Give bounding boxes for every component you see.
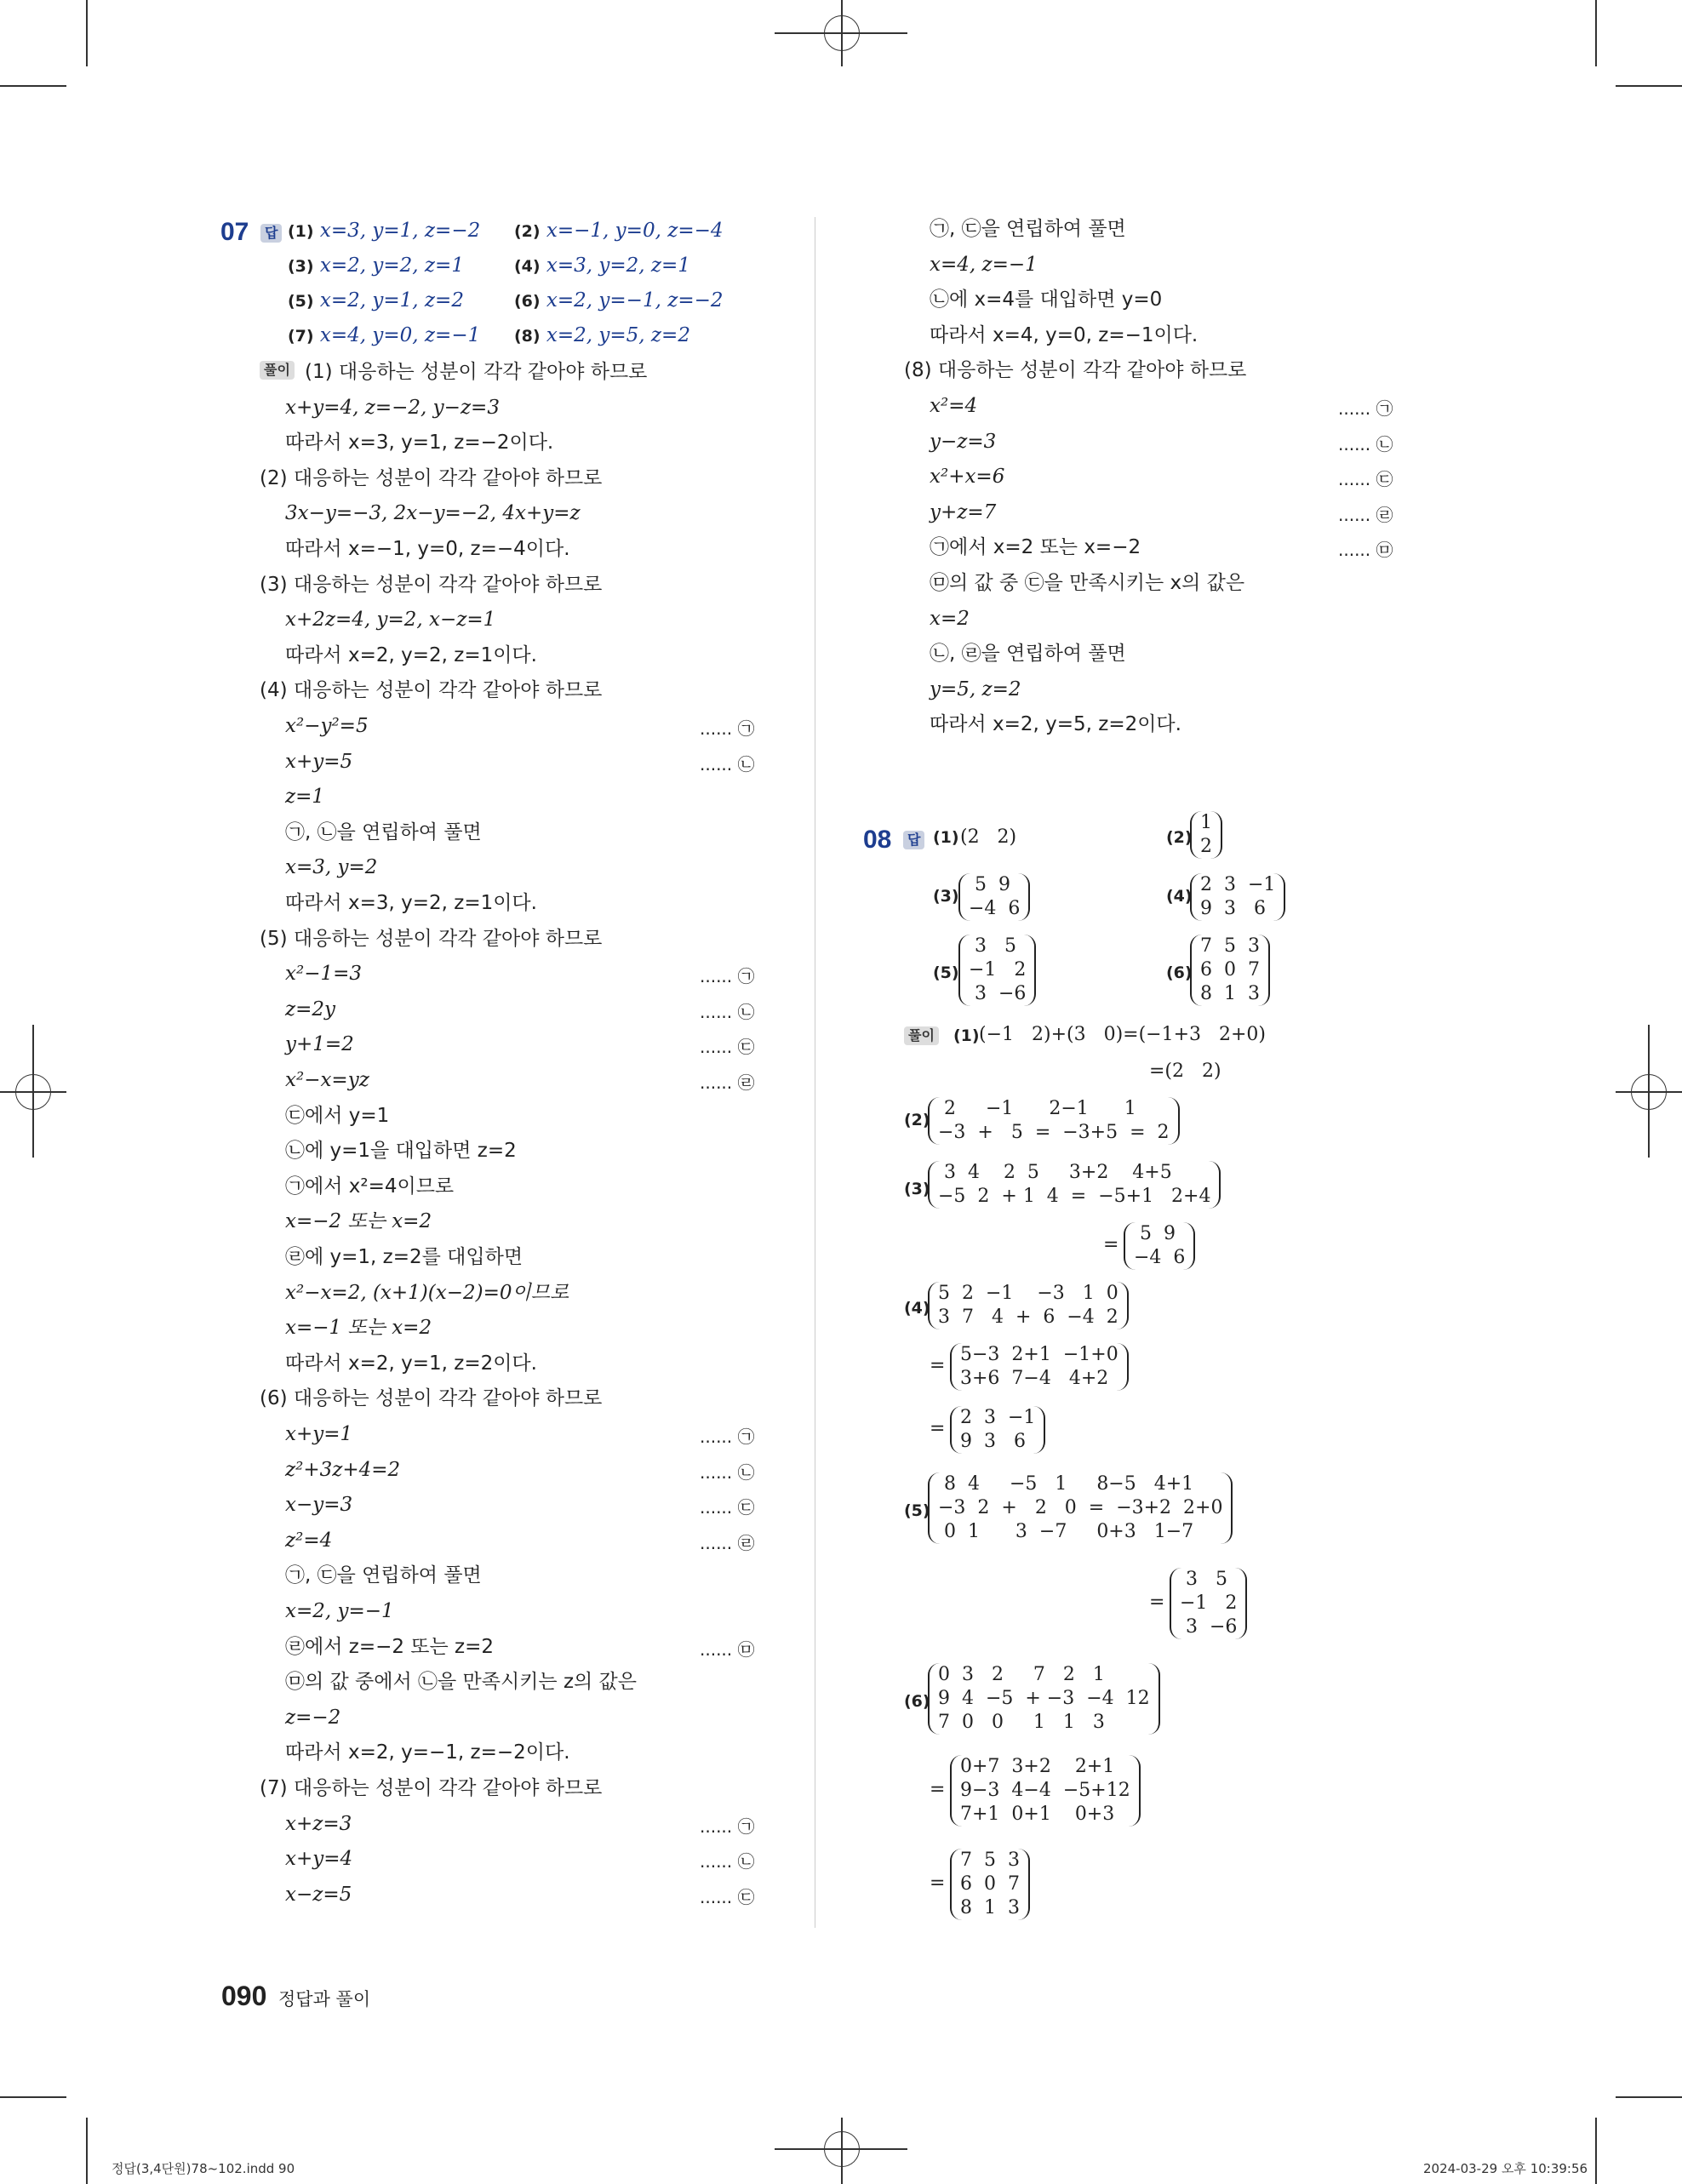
matrix-row: 3 −6 [1180,1616,1238,1638]
matrix [928,1472,1233,1544]
equation-marker: ...... ㉢ [700,1886,755,1907]
matrix [928,1161,1221,1209]
solution-line: z²=4 [285,1529,333,1552]
solution-line: x+y=4, z=−2, y−z=3 [285,396,500,419]
answer-badge: 답 [260,224,282,243]
solution-line: 따라서 x=3, y=1, z=−2이다. [285,432,554,455]
matrix [1190,935,1270,1006]
equation-marker: ...... ㉠ [700,718,755,739]
equals-sign: = [1103,1234,1119,1255]
matrix-equation: (2 2) [960,826,1017,848]
matrix [958,935,1036,1006]
answer-label: (6) [514,292,541,311]
answer-item [514,324,690,346]
equation-marker: ...... ㉣ [700,1072,755,1093]
matrix [950,1849,1030,1920]
solution-line: ㉠에서 x=2 또는 x=−2 [930,536,1141,559]
answer-label: (1) [288,222,314,241]
page-label: 정답과 풀이 [278,1989,371,2010]
matrix-row: 5 9 [1134,1223,1176,1244]
solution-line: x=3, y=2 [285,856,378,879]
solution-line: x+y=4 [285,1848,353,1871]
matrix-row: 2 [1200,836,1212,857]
answer-text: x=4, y=0, z=−1 [319,324,481,346]
solution-line: ㉠에서 x²=4이므로 [285,1175,455,1198]
solution-line: 따라서 x=3, y=2, z=1이다. [285,892,537,914]
solution-line: ㉤의 값 중에서 ㉡을 만족시키는 z의 값은 [285,1671,637,1694]
crop-mark [86,2118,88,2184]
solution-line: x+y=5 [285,750,353,773]
matrix [1190,873,1285,921]
equation-marker: ...... ㉤ [1338,540,1393,561]
solution-line: x+z=3 [285,1812,352,1835]
equation-marker: ...... ㉢ [700,1497,755,1518]
solution-line: x=−2 또는 x=2 [285,1210,432,1233]
matrix [958,873,1030,921]
matrix-row: −5 2 + 1 4 = −5+1 2+4 [938,1186,1211,1207]
answer-item [288,324,480,346]
solution-line: x=−1 또는 x=2 [285,1317,432,1340]
solution-line: z=1 [285,786,325,809]
crop-mark [1616,85,1682,87]
equation-marker: ...... ㉤ [700,1638,755,1660]
answer-text: x=3, y=1, z=−2 [319,220,481,242]
matrix-row: 3 5 [1180,1569,1227,1590]
equation-marker: ...... ㉠ [700,1426,755,1447]
solution-line: z=2y [285,998,336,1021]
matrix-row: 6 0 7 [1200,959,1260,981]
item-label: (6) [1166,963,1193,982]
answer-item [288,254,464,277]
item-label: (5) [933,963,959,982]
equation-marker: ...... ㉠ [1338,398,1393,419]
crop-mark [1595,0,1597,66]
matrix-row: −4 6 [1134,1247,1186,1268]
timestamp-slug: 2024-03-29 오후 10:39:56 [1423,2161,1588,2176]
matrix-row: 0 1 3 −7 0+3 1−7 [938,1521,1194,1542]
equation-marker: ...... ㉡ [1338,433,1393,455]
matrix-row: 5 2 −1 −3 1 0 [938,1283,1118,1304]
matrix-row: 8 1 3 [960,1897,1020,1918]
matrix-row: 0 3 2 7 2 1 [938,1664,1105,1685]
matrix-row: 3+6 7−4 4+2 [960,1368,1109,1389]
solution-line: 따라서 x=−1, y=0, z=−4이다. [285,538,570,560]
matrix [928,1097,1180,1145]
equals-sign: = [1149,1592,1165,1613]
answer-label: (5) [288,292,314,311]
matrix-row: 1 [1200,812,1212,833]
solution-line: ㉣에서 z=−2 또는 z=2 [285,1635,495,1658]
equation-marker: ...... ㉠ [700,966,755,987]
solution-badge: 풀이 [904,1026,939,1045]
solution-step-heading: (3) 대응하는 성분이 각각 같아야 하므로 [260,573,603,596]
solution-line: 따라서 x=4, y=0, z=−1이다. [930,323,1199,346]
question-number-08: 08 [863,826,892,854]
answer-label: (7) [288,327,314,346]
matrix [950,1755,1141,1827]
equation-marker: ...... ㉣ [700,1532,755,1553]
matrix-row: 5−3 2+1 −1+0 [960,1344,1118,1365]
answer-item [288,289,464,312]
matrix [950,1406,1045,1454]
crop-mark [0,85,66,87]
matrix [1170,1568,1247,1639]
crop-mark [0,2096,66,2098]
solution-line: ㉤의 값 중 ㉢을 만족시키는 x의 값은 [930,572,1245,594]
answer-label: (3) [288,257,314,276]
matrix [1124,1222,1195,1270]
solution-line: x²−y²=5 [285,715,369,737]
answer-item [288,220,480,242]
solution-line: 따라서 x=2, y=5, z=2이다. [930,713,1181,736]
answer-text: x=−1, y=0, z=−4 [546,220,724,242]
answer-text: x=3, y=2, z=1 [546,254,690,277]
solution-line: 3x−y=−3, 2x−y=−2, 4x+y=z [285,502,581,525]
matrix-row: 7 5 3 [960,1850,1020,1871]
equals-sign: = [930,1779,946,1800]
solution-line: 따라서 x=2, y=2, z=1이다. [285,643,537,666]
equation-marker: ...... ㉡ [700,1851,755,1872]
solution-line: y=5, z=2 [930,677,1021,700]
matrix-row: 3 4 2 5 3+2 4+5 [938,1162,1172,1183]
item-label: (2) [1166,828,1193,847]
solution-line: x=4, z=−1 [930,253,1038,276]
solution-header-07 [260,361,295,380]
matrix-row: 9 4 −5 + −3 −4 12 [938,1688,1150,1709]
matrix-row: 9−3 4−4 −5+12 [960,1780,1130,1801]
item-label: (5) [904,1501,930,1520]
equation-marker: ...... ㉡ [700,1001,755,1022]
answer-badge: 답 [903,831,924,849]
equation-marker: ...... ㉣ [1338,504,1393,525]
answer-text: x=2, y=5, z=2 [546,324,690,346]
matrix-row: −4 6 [969,898,1021,919]
solution-line: x−y=3 [285,1494,353,1517]
matrix-row: 6 0 7 [960,1873,1020,1895]
equals-sign: = [930,1872,946,1894]
matrix-row: −1 2 [1180,1592,1238,1614]
answer-label: (8) [514,327,541,346]
page-number: 090 [221,1981,267,2011]
solution-step-heading: (8) 대응하는 성분이 각각 같아야 하므로 [904,359,1247,382]
matrix-row: 9 3 6 [1200,898,1266,919]
solution-line: ㉠, ㉢을 연립하여 풀면 [930,218,1126,240]
equals-sign: = [930,1418,946,1439]
matrix-equation: (−1 2)+(3 0)=(−1+3 2+0) [979,1024,1267,1045]
solution-line: x²−x=2, (x+1)(x−2)=0이므로 [285,1281,569,1304]
solution-line: x+2z=4, y=2, x−z=1 [285,609,496,632]
matrix-row: 8 1 3 [1200,983,1260,1004]
solution-line: z²+3z+4=2 [285,1458,401,1481]
solution-step-heading: (1) 대응하는 성분이 각각 같아야 하므로 [305,361,648,383]
solution-step-heading: (2) 대응하는 성분이 각각 같아야 하므로 [260,466,603,489]
solution-line: y+z=7 [930,500,997,523]
item-label: (1) [953,1026,980,1045]
equation-marker: ...... ㉠ [700,1815,755,1837]
matrix-row: 3 7 4 + 6 −4 2 [938,1306,1118,1328]
solution-line: x=2, y=−1 [285,1600,394,1622]
solution-step-heading: (6) 대응하는 성분이 각각 같아야 하므로 [260,1387,603,1410]
answer-item [514,254,690,277]
solution-line: x²+x=6 [930,466,1005,489]
matrix-row: 3 −6 [969,983,1027,1004]
equation-marker: ...... ㉡ [700,753,755,775]
file-slug: 정답(3,4단원)78~102.indd 90 [112,2161,295,2176]
solution-line: y−z=3 [930,430,997,453]
matrix-row: 7 5 3 [1200,935,1260,957]
matrix-row: 7 0 0 1 1 3 [938,1712,1105,1733]
solution-line: ㉡에 x=4를 대입하면 y=0 [930,289,1163,312]
solution-line: ㉡, ㉣을 연립하여 풀면 [930,643,1126,666]
solution-line: ㉠, ㉢을 연립하여 풀면 [285,1564,482,1587]
matrix [928,1663,1160,1735]
matrix-row: 2 3 −1 [1200,874,1276,895]
solution-line: ㉠, ㉡을 연립하여 풀면 [285,820,482,843]
matrix-row: 2 −1 2−1 1 [938,1098,1136,1119]
matrix-row: 9 3 6 [960,1431,1026,1452]
solution-step-heading: (7) 대응하는 성분이 각각 같아야 하므로 [260,1777,603,1799]
matrix-row: −3 + 5 = −3+5 = 2 [938,1122,1170,1143]
matrix-equation: =(2 2) [1149,1061,1221,1082]
solution-line: ㉢에서 y=1 [285,1104,390,1127]
solution-line: x+y=1 [285,1423,353,1445]
item-label: (4) [1166,887,1193,906]
equals-sign: = [930,1355,946,1376]
answer-item [514,220,724,242]
matrix-row: −1 2 [969,959,1027,981]
answer-label: (4) [514,257,541,276]
solution-line: x−z=5 [285,1883,352,1906]
matrix-row: 8 4 −5 1 8−5 4+1 [938,1473,1194,1495]
matrix [928,1282,1129,1329]
solution-step-heading: (4) 대응하는 성분이 각각 같아야 하므로 [260,679,603,702]
item-label: (3) [933,887,959,906]
matrix-row: −3 2 + 2 0 = −3+2 2+0 [938,1497,1223,1518]
solution-line: x=2 [930,607,970,630]
matrix-row: 7+1 0+1 0+3 [960,1804,1115,1825]
item-label: (2) [904,1111,930,1129]
solution-line: ㉣에 y=1, z=2를 대입하면 [285,1246,523,1268]
matrix-row: 3 5 [969,935,1016,957]
crop-mark [86,0,88,66]
question-number-07: 07 [220,218,249,246]
crop-mark [1595,2118,1597,2184]
answer-item [514,289,724,312]
crop-mark [1616,2096,1682,2098]
answer-text: x=2, y=2, z=1 [319,254,464,277]
solution-line: 따라서 x=2, y=−1, z=−2이다. [285,1741,570,1764]
item-label: (1) [933,828,959,847]
solution-line: x²−x=yz [285,1069,369,1091]
solution-line: ㉡에 y=1을 대입하면 z=2 [285,1140,517,1163]
answer-text: x=2, y=1, z=2 [319,289,464,312]
solution-badge: 풀이 [260,361,295,380]
answer-text: x=2, y=−1, z=−2 [546,289,724,312]
matrix [950,1343,1129,1391]
solution-line: x²−1=3 [285,963,363,986]
matrix [1190,811,1222,859]
solution-line: z=−2 [285,1706,341,1729]
equation-marker: ...... ㉢ [1338,469,1393,490]
item-label: (4) [904,1299,930,1318]
item-label: (6) [904,1692,930,1711]
equation-marker: ...... ㉢ [700,1037,755,1058]
matrix-row: 5 9 [969,874,1010,895]
matrix-row: 2 3 −1 [960,1407,1036,1428]
matrix-row: 0+7 3+2 2+1 [960,1756,1115,1777]
solution-step-heading: (5) 대응하는 성분이 각각 같아야 하므로 [260,927,603,950]
equation-marker: ...... ㉡ [700,1461,755,1483]
solution-line: y+1=2 [285,1033,354,1056]
answer-label: (2) [514,222,541,241]
solution-line: x²=4 [930,395,978,417]
item-label: (3) [904,1180,930,1198]
solution-line: 따라서 x=2, y=1, z=2이다. [285,1352,537,1375]
